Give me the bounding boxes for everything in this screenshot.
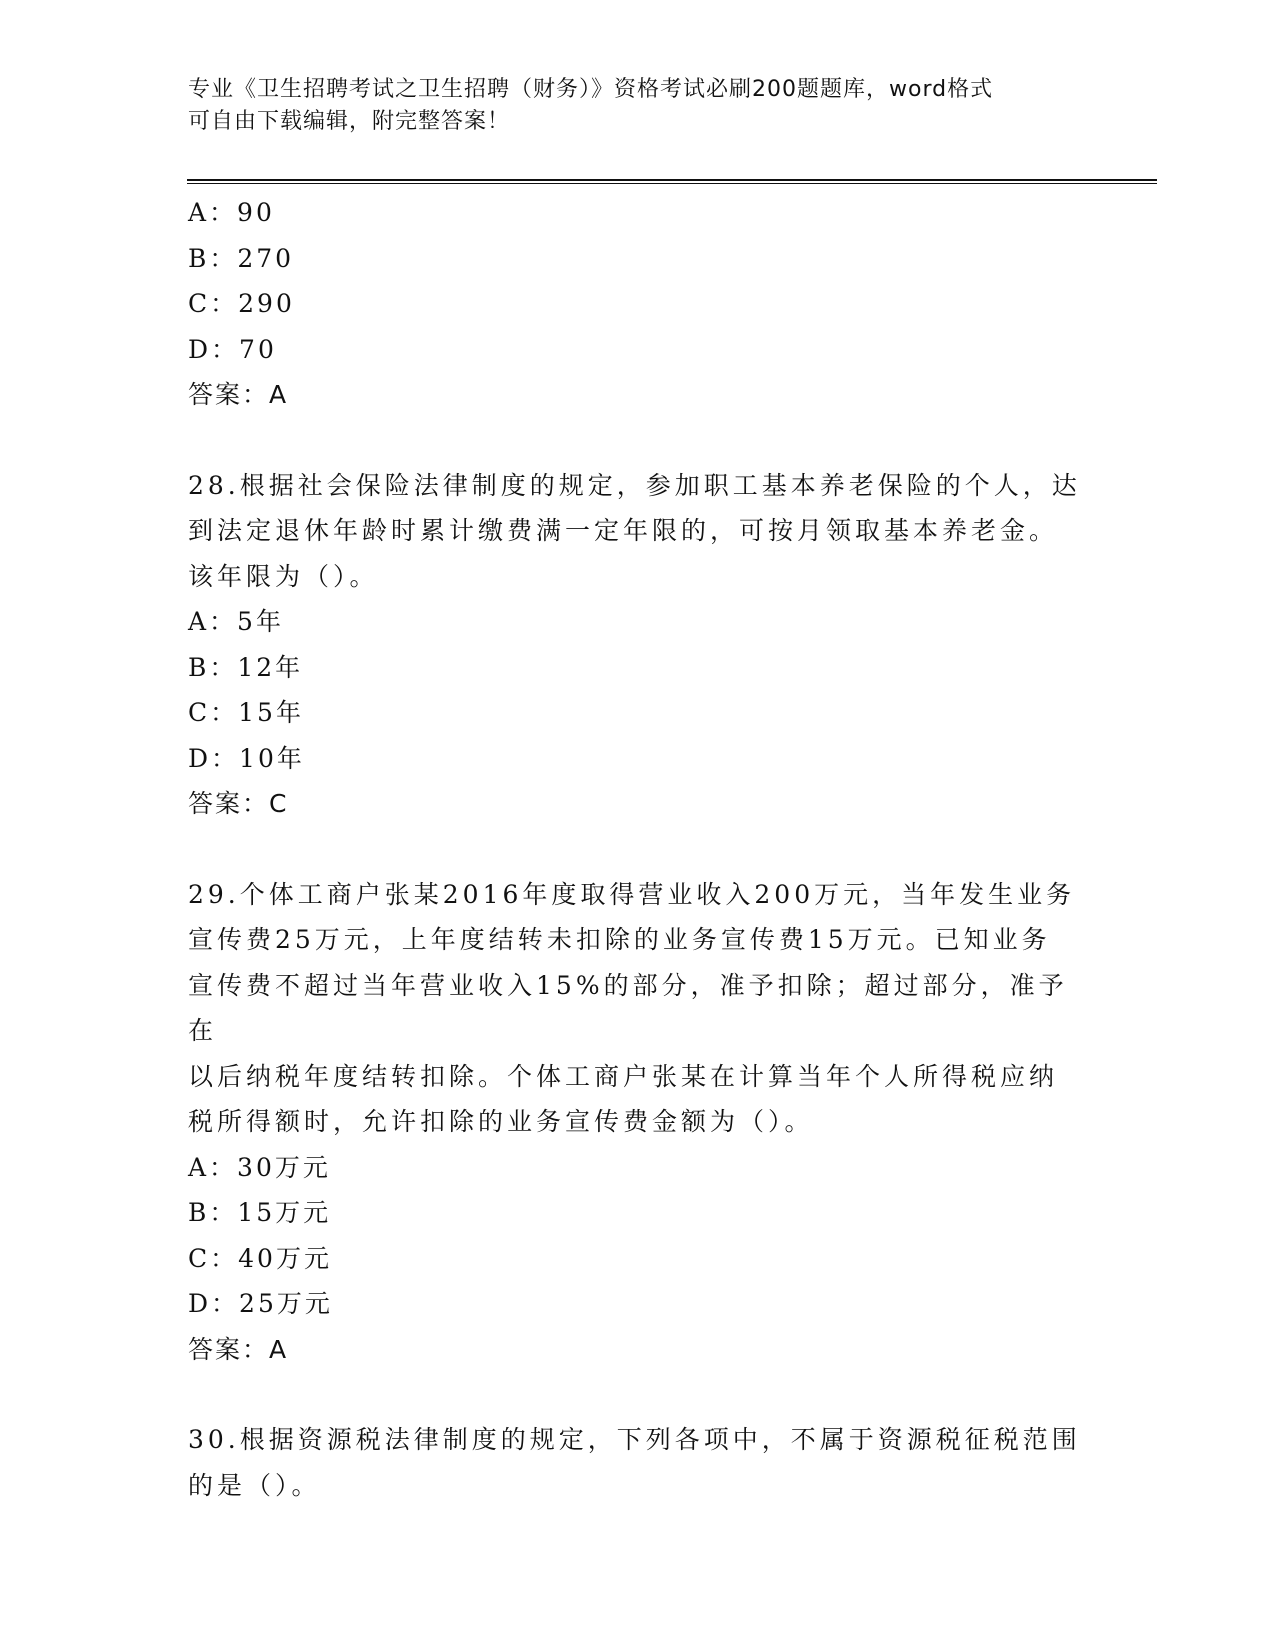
question-text-line: 以后纳税年度结转扣除。个体工商户张某在计算当年个人所得税应纳: [188, 1061, 1059, 1091]
option-c: C：40万元: [188, 1243, 332, 1273]
option-b: B：12年: [188, 652, 304, 682]
option-d: D：70: [188, 334, 277, 364]
question-text-line: 税所得额时，允许扣除的业务宣传费金额为（）。: [188, 1107, 814, 1136]
option-d: D：25万元: [188, 1289, 333, 1318]
document-content: [188, 190, 1088, 1508]
header-line-1: 专业《卫生招聘考试之卫生招聘（财务）》资格考试必刷200题题库，word格式: [188, 77, 994, 102]
question-text-line: 28.根据社会保险法律制度的规定，参加职工基本养老保险的个人，达: [188, 470, 1081, 500]
question-text-line: 29.个体工商户张某2016年度取得营业收入200万元，当年发生业务: [188, 879, 1076, 909]
question-30: [188, 1417, 1088, 1508]
question-text-line: 的是（）。: [188, 1470, 321, 1500]
header-line-2: 可自由下载编辑，附完整答案！: [188, 109, 511, 134]
spacer: [188, 1372, 1088, 1417]
question-28: [188, 463, 1088, 827]
option-a: A：90: [188, 198, 275, 227]
question-text-line: 宣传费25万元，上年度结转未扣除的业务宣传费15万元。已知业务: [188, 925, 1051, 954]
header-rule-thick: [187, 179, 1157, 181]
spacer: [188, 827, 1088, 872]
spacer: [188, 418, 1088, 463]
question-text-line: 到法定退休年龄时累计缴费满一定年限的，可按月领取基本养老金。: [188, 516, 1059, 545]
option-b: B：270: [188, 243, 295, 273]
question-text-line: 该年限为（）。: [188, 561, 379, 591]
answer-line: 答案：A: [188, 1334, 289, 1364]
option-a: A：5年: [188, 607, 284, 636]
option-d: D：10年: [188, 743, 305, 773]
header-rule-thin: [187, 183, 1157, 184]
option-c: C：290: [188, 289, 295, 318]
document-header: [188, 74, 1088, 138]
answer-line: 答案：C: [188, 789, 289, 818]
answer-line: 答案：A: [188, 380, 289, 409]
question-text-line: 30.根据资源税法律制度的规定，下列各项中，不属于资源税征税范围: [188, 1425, 1081, 1454]
option-b: B：15万元: [188, 1198, 332, 1227]
question-29: [188, 872, 1088, 1373]
question-27: [188, 190, 1088, 418]
question-text-line: 宣传费不超过当年营业收入15%的部分，准予扣除；超过部分，准予在: [188, 970, 1068, 1045]
option-a: A：30万元: [188, 1152, 331, 1182]
option-c: C：15年: [188, 698, 304, 727]
